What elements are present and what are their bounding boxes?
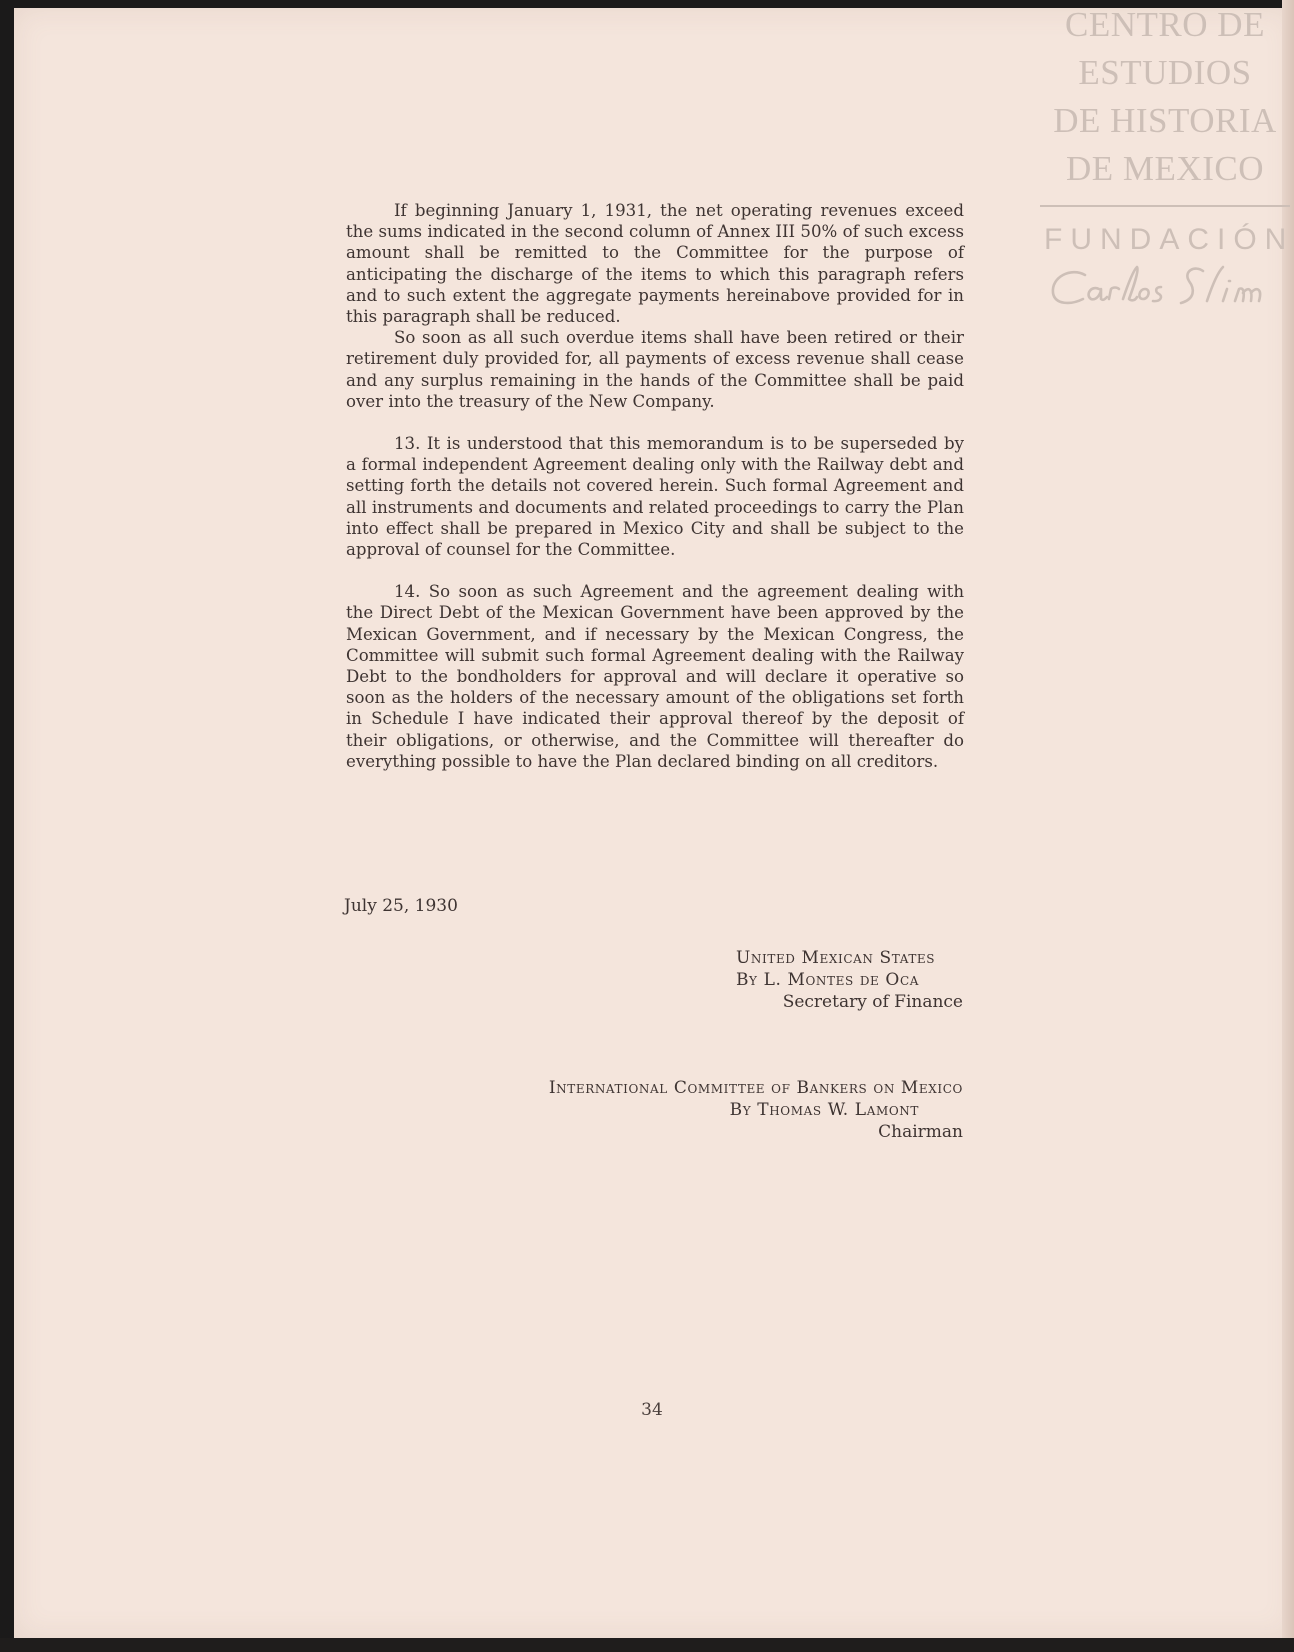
watermark-divider — [1040, 205, 1290, 207]
paragraph: 14. So soon as such Agreement and the agreement dealing with the Direct Debt of the Mexican Government have been approved by the Mexican Government, and if necessary by the Mexican Congress, the Committee will submit such formal Agreement dealing with the Railway Debt to the bondholders for approval and will declare it operative so soon as the holders of the necessary amount of the obligations set forth in Schedule I have indicated their approval thereof by the deposit of their obligations, or otherwise, and the Committee will thereafter do everything possible to have the Plan declared binding on all creditors. — [346, 582, 964, 771]
scan-border — [0, 1638, 1294, 1652]
signatory-title: Chairman — [878, 1122, 963, 1142]
paragraph: 13. It is understood that this memorandum is to be superseded by a formal independent Agreement dealing only with the Railway debt and setting forth the details not covered herein. Such formal Agreement and all instruments and documents and related proceedings to carry the Plan into effect shall be prepared in Mexico City and shall be subject to the approval of counsel for the Committee. — [346, 434, 964, 560]
watermark-line: DE HISTORIA — [1053, 101, 1277, 140]
watermark-line: CENTRO DE — [1065, 5, 1265, 44]
watermark — [1036, 0, 1294, 320]
signatory-party: International Committee of Bankers on Mexico — [548, 1078, 963, 1098]
paragraph: So soon as all such overdue items shall have been retired or their retirement duly provided for, all payments of excess revenue shall cease and any surplus remaining in the hands of the Committee shall be paid over into the treasury of the New Company. — [346, 328, 964, 411]
signature-logo — [1045, 259, 1285, 319]
watermark-line: DE MEXICO — [1066, 149, 1264, 188]
watermark-line: ESTUDIOS — [1078, 53, 1252, 92]
page-number: 34 — [641, 1400, 663, 1420]
document-body — [346, 200, 964, 772]
signatory-title: Secretary of Finance — [782, 992, 963, 1012]
signatory-name: By L. Montes de Oca — [735, 970, 919, 990]
paragraph: If beginning January 1, 1931, the net operating revenues exceed the sums indicated in the second column of Annex III 50% of such excess amount shall be remitted to the Committee for the purpose of anticipating the discharge of the items to which this paragraph refers and to such extent the aggregate payments hereinabove provided for in this paragraph shall be reduced. — [346, 201, 964, 327]
signature-block-mexico — [736, 947, 963, 1013]
document-date: July 25, 1930 — [344, 896, 458, 916]
signature-block-bankers — [549, 1077, 963, 1143]
signatory-name: By Thomas W. Lamont — [729, 1100, 919, 1120]
watermark-foundation: FUNDACIÓN — [1044, 223, 1294, 256]
signatory-party: United Mexican States — [735, 948, 936, 968]
